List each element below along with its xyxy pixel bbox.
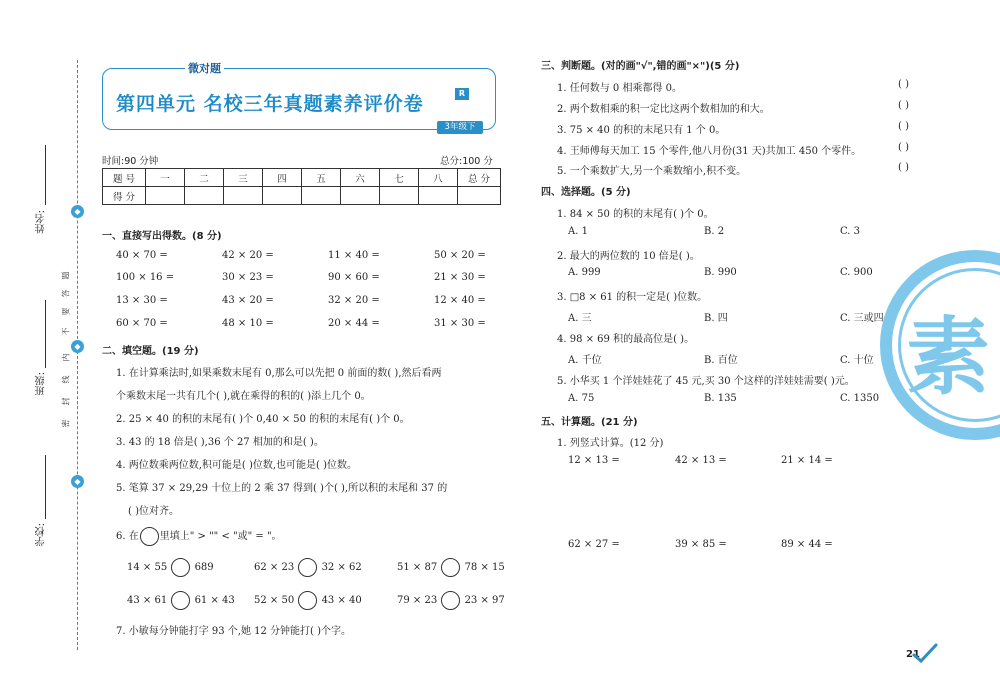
- binding-dot-bottom: ◆: [71, 475, 84, 488]
- compare-circle[interactable]: [171, 558, 190, 577]
- compare-circle[interactable]: [298, 558, 317, 577]
- choice-q5-opt-b[interactable]: B. 135: [704, 393, 737, 404]
- choice-q1: 1. 84 × 50 的积的末尾有( )个 0。: [557, 209, 714, 220]
- binding-dot-top: ◆: [71, 205, 84, 218]
- choice-q5-opt-a[interactable]: A. 75: [568, 393, 595, 404]
- compare-item: 52 × 50 43 × 40: [254, 591, 362, 610]
- section-5-title: 五、计算题。(21 分): [541, 417, 638, 428]
- fill-q2: 2. 25 × 40 的积的末尾有( )个 0,40 × 50 的积的末尾有( )个 0。: [116, 414, 410, 425]
- choice-q1-opt-a[interactable]: A. 1: [568, 226, 588, 237]
- section-1-title: 一、直接写出得数。(8 分): [102, 231, 222, 242]
- compare-item: 62 × 23 32 × 62: [254, 558, 362, 577]
- compare-circle[interactable]: [298, 591, 317, 610]
- compare-circle[interactable]: [441, 558, 460, 577]
- school-label: 学校:: [36, 523, 47, 547]
- time-info: 时间:90 分钟: [102, 156, 159, 167]
- judge-answer-box[interactable]: ( ): [898, 100, 909, 111]
- vertical-calc-item: 89 × 44 =: [781, 539, 833, 550]
- judge-answer-box[interactable]: ( ): [898, 121, 909, 132]
- edition-badge: R: [455, 88, 469, 100]
- score-table-score-row: 得 分: [103, 187, 501, 205]
- fill-q5-line2: ( )位对齐。: [128, 506, 179, 517]
- choice-q3-opt-b[interactable]: B. 四: [704, 313, 728, 324]
- vertical-calc-item: 12 × 13 =: [568, 455, 620, 466]
- vertical-calc-item: 39 × 85 =: [675, 539, 727, 550]
- judge-item-4: 4. 王师傅每天加工 15 个零件,他八月份(31 天)共加工 450 个零件。: [557, 146, 862, 157]
- compare-circle[interactable]: [441, 591, 460, 610]
- choice-q2: 2. 最大的两位数的 10 倍是( )。: [557, 251, 700, 262]
- fill-q1-line2: 个乘数末尾一共有几个( ),就在乘得的积的( )添上几个 0。: [116, 391, 371, 402]
- class-blank[interactable]: [45, 300, 46, 368]
- total-score-info: 总分:100 分: [440, 156, 493, 167]
- compare-item: 43 × 61 61 × 43: [127, 591, 235, 610]
- choice-q5-opt-c[interactable]: C. 1350: [840, 393, 880, 404]
- page-number: 21: [906, 649, 920, 660]
- section-4-title: 四、选择题。(5 分): [541, 187, 631, 198]
- judge-answer-box[interactable]: ( ): [898, 79, 909, 90]
- vertical-calc-subtitle: 1. 列竖式计算。(12 分): [557, 438, 664, 449]
- choice-q4-opt-b[interactable]: B. 百位: [704, 355, 738, 366]
- fill-q4: 4. 两位数乘两位数,积可能是( )位数,也可能是( )位数。: [116, 460, 358, 471]
- brand-logo: 微对题: [185, 60, 224, 76]
- fill-q6: 6. 在 里填上" > "" < "或" = "。: [116, 527, 282, 546]
- vertical-calc-item: 21 × 14 =: [781, 455, 833, 466]
- stamp-character: 素: [906, 308, 991, 406]
- compare-item: 51 × 87 78 × 15: [397, 558, 505, 577]
- score-table: [102, 168, 501, 205]
- vertical-calc-item: 42 × 13 =: [675, 455, 727, 466]
- choice-q3-opt-a[interactable]: A. 三: [568, 313, 592, 324]
- fill-q7: 7. 小敏每分钟能打字 93 个,她 12 分钟能打( )个字。: [116, 626, 352, 637]
- judge-item-3: 3. 75 × 40 的积的末尾只有 1 个 0。: [557, 125, 726, 136]
- choice-q2-opt-c[interactable]: C. 900: [840, 267, 873, 278]
- compare-circle-example: [140, 527, 159, 546]
- compare-item: 14 × 55 689: [127, 558, 214, 577]
- choice-q3: 3. □8 × 61 的积一定是( )位数。: [557, 292, 708, 303]
- choice-q2-opt-a[interactable]: A. 999: [568, 267, 601, 278]
- judge-item-2: 2. 两个数相乘的积一定比这两个数相加的和大。: [557, 104, 770, 115]
- choice-q1-opt-c[interactable]: C. 3: [840, 226, 861, 237]
- check-mark-icon: [912, 643, 938, 663]
- choice-q4-opt-c[interactable]: C. 十位: [840, 355, 874, 366]
- compare-item: 79 × 23 23 × 97: [397, 591, 505, 610]
- binding-dashed-line: [77, 60, 78, 650]
- judge-item-5: 5. 一个乘数扩大,另一个乘数缩小,积不变。: [557, 166, 747, 177]
- choice-q3-opt-c[interactable]: C. 三或四: [840, 313, 884, 324]
- choice-q5: 5. 小华买 1 个洋娃娃花了 45 元,买 30 个这样的洋娃娃需要( )元。: [557, 376, 855, 387]
- binding-dot-middle: ◆: [71, 340, 84, 353]
- vertical-calc-item: 62 × 27 =: [568, 539, 620, 550]
- judge-item-1: 1. 任何数与 0 相乘都得 0。: [557, 83, 682, 94]
- section-3-title: 三、判断题。(对的画"√",错的画"×")(5 分): [541, 61, 740, 72]
- fill-q5-line1: 5. 笔算 37 × 29,29 十位上的 2 乘 37 得到( )个( ),所以积的末尾和 37 的: [116, 483, 448, 494]
- school-blank[interactable]: [45, 455, 46, 519]
- compare-circle[interactable]: [171, 591, 190, 610]
- judge-answer-box[interactable]: ( ): [898, 162, 909, 173]
- fill-q1-line1: 1. 在计算乘法时,如果乘数末尾有 0,那么可以先把 0 前面的数( ),然后看两: [116, 368, 442, 379]
- fill-q3: 3. 43 的 18 倍是( ),36 个 27 相加的和是( )。: [116, 437, 324, 448]
- name-blank[interactable]: [45, 145, 46, 205]
- name-label: 姓名:: [36, 210, 47, 234]
- page-title: 第四单元 名校三年真题素养评价卷: [116, 93, 424, 115]
- choice-q2-opt-b[interactable]: B. 990: [704, 267, 737, 278]
- score-table-header-row: 题 号 一 二 三 四 五 六 七 八 总 分: [103, 169, 501, 187]
- choice-q1-opt-b[interactable]: B. 2: [704, 226, 725, 237]
- grade-tag: 3年级下: [437, 121, 483, 134]
- class-label: 班级:: [36, 372, 47, 396]
- judge-answer-box[interactable]: ( ): [898, 142, 909, 153]
- choice-q4-opt-a[interactable]: A. 千位: [568, 355, 602, 366]
- choice-q4: 4. 98 × 69 积的最高位是( )。: [557, 334, 695, 345]
- section-2-title: 二、填空题。(19 分): [102, 346, 199, 357]
